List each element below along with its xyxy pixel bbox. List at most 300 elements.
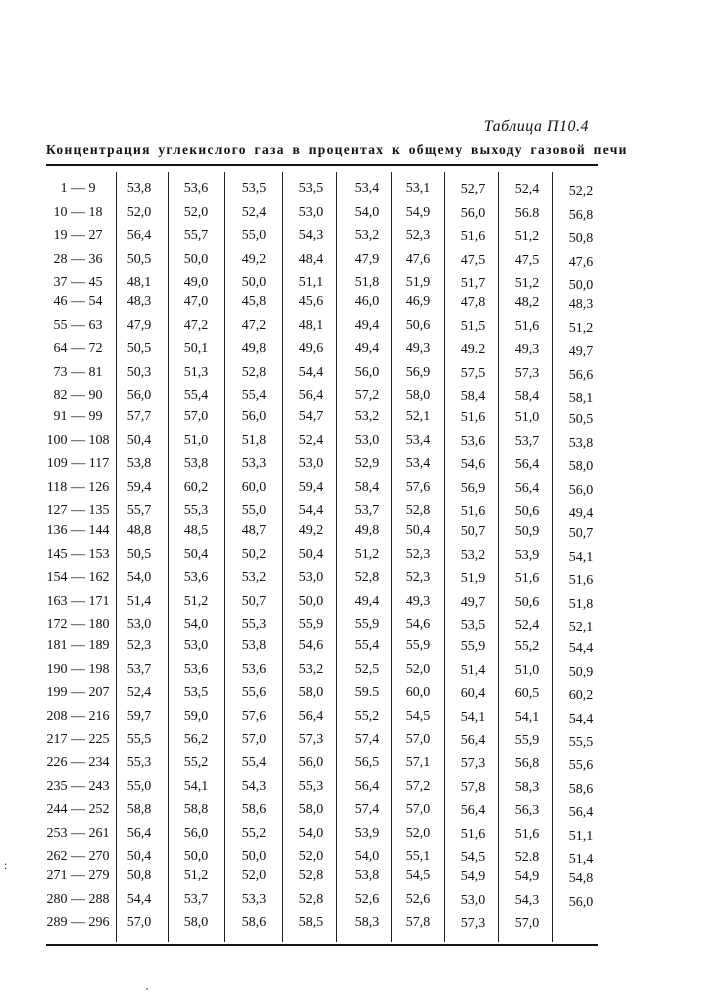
row-label: 28 — 36 — [53, 251, 103, 267]
table-cell: 57,0 — [405, 732, 431, 747]
table-cell: 51,8 — [568, 596, 594, 612]
table-cell: 50,0 — [241, 849, 267, 864]
row-label: 226 — 234 — [46, 755, 110, 770]
table-cell: 53,7 — [354, 503, 380, 518]
table-cell: 57,0 — [514, 916, 540, 931]
table-cell: 56,0 — [241, 409, 267, 424]
table-cell: 51,8 — [241, 432, 267, 448]
row-label: 244 — 252 — [46, 802, 110, 817]
table-cell: 54,1 — [514, 709, 540, 725]
row-label: 172 — 180 — [46, 617, 110, 632]
table-cell: 53,7 — [514, 433, 540, 449]
table-cell: 57,0 — [126, 915, 152, 930]
table-cell: 56,0 — [354, 364, 380, 380]
table-cell: 55,0 — [241, 503, 267, 518]
table-cell: 48,1 — [126, 275, 152, 290]
table-cell: 55,6 — [241, 685, 267, 700]
table-cell: 50,0 — [183, 849, 209, 864]
table-cell: 58,4 — [514, 389, 540, 404]
table-caption: Таблица П10.4 — [483, 118, 589, 135]
table-cell: 50,9 — [568, 664, 594, 680]
table-cell: 53,2 — [298, 661, 324, 677]
table-cell: 53,2 — [354, 409, 380, 424]
table-cell: 57,3 — [514, 365, 540, 381]
table-cell: 51,4 — [126, 593, 152, 609]
table-cell: 58,6 — [241, 802, 267, 817]
table-cell: 55,4 — [241, 388, 267, 403]
table-cell: 50,4 — [126, 849, 152, 864]
table-cell: 56,8 — [568, 207, 594, 223]
table-cell: 53,5 — [241, 181, 267, 196]
table-cell: 50,5 — [126, 341, 152, 356]
table-cell: 54,6 — [298, 638, 324, 653]
table-cell: 51,6 — [460, 504, 486, 519]
table-cell: 47,9 — [354, 251, 380, 267]
table-cell: 53,3 — [241, 456, 267, 471]
table-cell: 54,7 — [298, 409, 324, 424]
table-cell: 56,6 — [568, 367, 594, 383]
row-label: 118 — 126 — [46, 479, 110, 495]
table-cell: 54,9 — [514, 869, 540, 884]
table-cell: 49,2 — [298, 523, 324, 538]
table-cell: 55,7 — [126, 503, 152, 518]
table-cell: 49,4 — [354, 593, 380, 609]
table-cell: 56,0 — [460, 205, 486, 221]
table-cell: 49,7 — [568, 344, 594, 359]
table-cell: 58,4 — [354, 479, 380, 495]
table-cell: 51,4 — [460, 662, 486, 678]
row-label: 163 — 171 — [46, 593, 110, 609]
table-cell: 51,1 — [568, 828, 594, 844]
table-cell: 52,4 — [514, 182, 540, 197]
row-label: 271 — 279 — [46, 868, 110, 883]
table-cell: 47,9 — [126, 317, 152, 333]
table-cell: 56,4 — [354, 778, 380, 794]
table-cell: 60,0 — [241, 479, 267, 495]
table-cell: 55,2 — [354, 708, 380, 724]
table-cell: 56,0 — [126, 388, 152, 403]
table-cell: 54,5 — [460, 850, 486, 865]
table-cell: 56,4 — [514, 480, 540, 496]
table-cell: 51,2 — [183, 868, 209, 883]
table-cell: 55,9 — [460, 639, 486, 654]
table-cell: 51,6 — [568, 573, 594, 588]
row-label: 154 — 162 — [46, 570, 110, 585]
table-cell: 55,9 — [405, 638, 431, 653]
table-cell: 57,5 — [460, 365, 486, 381]
table-cell: 54,1 — [460, 709, 486, 725]
table-cell: 58,0 — [298, 685, 324, 700]
table-cell: 54,9 — [460, 869, 486, 884]
table-cell: 50,2 — [241, 546, 267, 562]
table-cell: 57,4 — [354, 802, 380, 817]
table-cell: 50,6 — [405, 317, 431, 333]
table-cell: 59,4 — [126, 479, 152, 495]
table-cell: 47,2 — [183, 317, 209, 333]
table-cell: 54,3 — [514, 892, 540, 908]
table-cell: 51,0 — [514, 662, 540, 678]
table-title: Концентрация углекислого газа в процентах к общему выходу газовой печи — [46, 142, 628, 157]
table-cell: 50,5 — [126, 546, 152, 562]
table-cell: 49,4 — [354, 317, 380, 333]
table-cell: 52,1 — [568, 620, 594, 635]
table-cell: 53,8 — [126, 181, 152, 196]
table-cell: 51,8 — [354, 275, 380, 290]
table-cell: 51,7 — [460, 276, 486, 291]
table-cell: 53,8 — [241, 638, 267, 653]
table-cell: 54,0 — [183, 617, 209, 632]
table-cell: 52,0 — [405, 825, 431, 841]
table-cell: 51,2 — [514, 229, 540, 244]
table-cell: 53,0 — [298, 570, 324, 585]
table-cell: 50,4 — [298, 546, 324, 562]
table-cell: 48,1 — [298, 317, 324, 333]
table-cell: 48,7 — [241, 523, 267, 538]
table-cell: 51,2 — [183, 593, 209, 609]
table-cell: 53,8 — [568, 435, 594, 451]
table-cell: 58,6 — [241, 915, 267, 930]
table-cell: 53,6 — [183, 181, 209, 196]
table-cell: 53,0 — [298, 204, 324, 220]
table-cell: 47,6 — [405, 251, 431, 267]
table-cell: 60,2 — [568, 688, 594, 703]
table-cell: 50,7 — [460, 524, 486, 539]
table-cell: 45,6 — [298, 294, 324, 309]
table-cell: 54,4 — [298, 364, 324, 380]
table-cell: 53,4 — [405, 456, 431, 471]
row-label: 82 — 90 — [53, 388, 103, 403]
table-cell: 53,8 — [126, 456, 152, 471]
row-label: 199 — 207 — [46, 685, 110, 700]
table-cell: 54,0 — [126, 570, 152, 585]
table-cell: 52,0 — [241, 868, 267, 883]
table-cell: 57,0 — [183, 409, 209, 424]
table-cell: 56,4 — [298, 708, 324, 724]
table-cell: 48,3 — [568, 297, 594, 312]
table-cell: 50,4 — [183, 546, 209, 562]
table-cell: 50,6 — [514, 504, 540, 519]
row-label: 73 — 81 — [53, 364, 103, 380]
table-cell: 56,4 — [460, 733, 486, 748]
row-label: 37 — 45 — [53, 275, 103, 290]
table-cell: 50,6 — [514, 594, 540, 610]
table-cell: 56,0 — [568, 482, 594, 498]
table-cell: 52,8 — [354, 570, 380, 585]
row-label: 100 — 108 — [46, 432, 110, 448]
table-cell: 53,4 — [405, 432, 431, 448]
bottom-rule — [46, 944, 598, 946]
table-cell: 49,7 — [460, 594, 486, 610]
table-cell: 51,2 — [514, 276, 540, 291]
table-cell: 50,7 — [568, 526, 594, 541]
table-cell: 47,5 — [514, 252, 540, 268]
table-cell: 54,3 — [241, 778, 267, 794]
table-cell: 54,8 — [568, 871, 594, 886]
table-cell: 49.2 — [460, 342, 486, 357]
table-cell: 46,9 — [405, 294, 431, 309]
table-cell: 49,0 — [183, 275, 209, 290]
table-cell: 52,4 — [298, 432, 324, 448]
table-cell: 49,4 — [568, 506, 594, 521]
table-cell: 50,0 — [568, 278, 594, 293]
table-cell: 57,8 — [405, 915, 431, 930]
table-cell: 53,0 — [126, 617, 152, 632]
table-cell: 59.5 — [354, 685, 380, 700]
table-cell: 58,6 — [568, 781, 594, 797]
table-cell: 52,2 — [568, 184, 594, 199]
table-cell: 52,4 — [126, 685, 152, 700]
table-cell: 52,8 — [405, 503, 431, 518]
row-label: 136 — 144 — [46, 523, 110, 538]
table-cell: 56,4 — [568, 805, 594, 820]
table-cell: 53,9 — [354, 825, 380, 841]
table-cell: 53,9 — [514, 547, 540, 563]
table-cell: 50,8 — [126, 868, 152, 883]
row-label: 127 — 135 — [46, 503, 110, 518]
table-cell: 55,0 — [126, 778, 152, 794]
table-cell: 57,6 — [241, 708, 267, 724]
table-cell: 58,8 — [126, 802, 152, 817]
table-cell: 50,0 — [241, 275, 267, 290]
table-cell: 57,8 — [460, 779, 486, 795]
table-cell: 58,8 — [183, 802, 209, 817]
table-cell: 54,4 — [568, 641, 594, 656]
table-cell: 54,4 — [298, 503, 324, 518]
table-cell: 57,7 — [126, 409, 152, 424]
table-cell: 49,3 — [514, 342, 540, 357]
table-cell: 52,8 — [298, 868, 324, 883]
table-cell: 58,3 — [354, 915, 380, 930]
row-label: 280 — 288 — [46, 891, 110, 907]
table-cell: 50,3 — [126, 364, 152, 380]
table-cell: 53,4 — [354, 181, 380, 196]
table-cell: 52,0 — [298, 849, 324, 864]
table-cell: 57,2 — [354, 388, 380, 403]
table-cell: 52,8 — [298, 891, 324, 907]
table-cell: 55,2 — [183, 755, 209, 770]
margin-mark: : — [4, 858, 8, 872]
row-label: 46 — 54 — [53, 294, 103, 309]
table-cell: 50,7 — [241, 593, 267, 609]
row-label: 181 — 189 — [46, 638, 110, 653]
table-cell: 47,2 — [241, 317, 267, 333]
table-cell: 51,9 — [460, 571, 486, 586]
table-cell: 54,3 — [298, 228, 324, 243]
row-label: 1 — 9 — [60, 181, 96, 196]
row-label: 10 — 18 — [53, 204, 103, 220]
table-cell: 57,3 — [298, 732, 324, 747]
table-cell: 56,4 — [126, 825, 152, 841]
table-cell: 53,0 — [460, 892, 486, 908]
table-cell: 58,1 — [568, 391, 594, 406]
table-cell: 53,8 — [183, 456, 209, 471]
table-cell: 53,0 — [298, 456, 324, 471]
table-cell: 58,5 — [298, 915, 324, 930]
table-cell: 55,2 — [514, 639, 540, 654]
table-cell: 51,6 — [460, 410, 486, 425]
row-label: 145 — 153 — [46, 546, 110, 562]
row-label: 55 — 63 — [53, 317, 103, 333]
table-cell: 52,3 — [405, 228, 431, 243]
row-label: 190 — 198 — [46, 661, 110, 677]
table-cell: 53,6 — [183, 661, 209, 677]
table-cell: 53,7 — [183, 891, 209, 907]
table-cell: 54,6 — [405, 617, 431, 632]
table-cell: 54,5 — [405, 868, 431, 883]
table-cell: 51,6 — [460, 826, 486, 842]
table-cell: 53,3 — [241, 891, 267, 907]
table-cell: 48,8 — [126, 523, 152, 538]
table-cell: 53,6 — [183, 570, 209, 585]
table-cell: 59,0 — [183, 708, 209, 724]
table-cell: 55,5 — [568, 735, 594, 750]
table-cell: 52,6 — [405, 891, 431, 907]
table-cell: 53,2 — [354, 228, 380, 243]
table-cell: 55,9 — [514, 733, 540, 748]
table-cell: 56,4 — [126, 228, 152, 243]
table-cell: 49,6 — [298, 341, 324, 356]
table-cell: 55,6 — [568, 758, 594, 773]
table-cell: 53,6 — [460, 433, 486, 449]
row-label: 217 — 225 — [46, 732, 110, 747]
table-cell: 55,2 — [241, 825, 267, 841]
table-cell: 51,0 — [514, 410, 540, 425]
table-cell: 57,2 — [405, 778, 431, 794]
table-cell: 52,0 — [405, 661, 431, 677]
table-cell: 52,6 — [354, 891, 380, 907]
table-cell: 52,0 — [183, 204, 209, 220]
table-cell: 60,5 — [514, 686, 540, 701]
table-cell: 55,3 — [241, 617, 267, 632]
table-cell: 49,4 — [354, 341, 380, 356]
table-cell: 55,7 — [183, 228, 209, 243]
table-cell: 56.8 — [514, 205, 540, 221]
table-cell: 45,8 — [241, 294, 267, 309]
table-cell: 51,4 — [568, 852, 594, 867]
table-cell: 50,9 — [514, 524, 540, 539]
table-cell: 57,1 — [405, 755, 431, 770]
table-cell: 55,4 — [241, 755, 267, 770]
table-cell: 54,9 — [405, 204, 431, 220]
table-cell: 49,8 — [354, 523, 380, 538]
table-cell: 56,0 — [183, 825, 209, 841]
column-separator — [282, 172, 283, 942]
table-cell: 50,4 — [126, 432, 152, 448]
table-cell: 52,5 — [354, 661, 380, 677]
table-cell: 56,0 — [568, 894, 594, 910]
table-cell: 56,5 — [354, 755, 380, 770]
table-cell: 56,9 — [405, 364, 431, 380]
table-cell: 57,0 — [241, 732, 267, 747]
table-cell: 52.8 — [514, 850, 540, 865]
table-cell: 48,4 — [298, 251, 324, 267]
table-cell: 54,5 — [405, 708, 431, 724]
table-cell: 53,5 — [298, 181, 324, 196]
table-cell: 53,5 — [460, 618, 486, 633]
table-cell: 50,4 — [405, 523, 431, 538]
table-cell: 59,4 — [298, 479, 324, 495]
table-cell: 51,6 — [514, 826, 540, 842]
table-cell: 47,5 — [460, 252, 486, 268]
table-cell: 51,1 — [298, 275, 324, 290]
table-cell: 53,0 — [183, 638, 209, 653]
table-cell: 51,2 — [568, 320, 594, 336]
table-cell: 47,8 — [460, 295, 486, 310]
speck — [146, 988, 148, 990]
row-label: 109 — 117 — [46, 456, 110, 471]
table-cell: 51,3 — [183, 364, 209, 380]
table-cell: 58,0 — [568, 459, 594, 474]
table-cell: 56,0 — [298, 755, 324, 770]
row-label: 235 — 243 — [46, 778, 110, 794]
table-cell: 53,0 — [354, 432, 380, 448]
row-label: 64 — 72 — [53, 341, 103, 356]
table-cell: 56,3 — [514, 803, 540, 818]
table-cell: 56,4 — [298, 388, 324, 403]
table-cell: 54,0 — [298, 825, 324, 841]
table-cell: 55,9 — [354, 617, 380, 632]
table-cell: 53,8 — [354, 868, 380, 883]
table-cell: 50,5 — [568, 412, 594, 427]
table-cell: 58,4 — [460, 389, 486, 404]
table-cell: 48,3 — [126, 294, 152, 309]
row-label: 19 — 27 — [53, 228, 103, 243]
table-cell: 60,2 — [183, 479, 209, 495]
table-cell: 49,3 — [405, 593, 431, 609]
row-label: 262 — 270 — [46, 849, 110, 864]
table-cell: 57,3 — [460, 756, 486, 771]
table-cell: 51,6 — [460, 229, 486, 244]
table-cell: 53,2 — [460, 547, 486, 563]
table-cell: 52,0 — [126, 204, 152, 220]
table-cell: 54,4 — [568, 711, 594, 727]
table-cell: 60,0 — [405, 685, 431, 700]
table-cell: 55,3 — [298, 778, 324, 794]
table-cell: 57,0 — [405, 802, 431, 817]
table-cell: 53,1 — [405, 181, 431, 196]
column-separator — [224, 172, 225, 942]
table-cell: 56,4 — [460, 803, 486, 818]
table-cell: 58,3 — [514, 779, 540, 795]
top-rule — [46, 164, 598, 166]
table-cell: 58,0 — [298, 802, 324, 817]
table-cell: 56,8 — [514, 756, 540, 771]
table-cell: 52,3 — [405, 570, 431, 585]
table-cell: 50,1 — [183, 341, 209, 356]
table-cell: 52,8 — [241, 364, 267, 380]
table-cell: 48,5 — [183, 523, 209, 538]
table-cell: 54,1 — [183, 778, 209, 794]
table-cell: 52,9 — [354, 456, 380, 471]
table-cell: 52,7 — [460, 182, 486, 197]
table-cell: 55,1 — [405, 849, 431, 864]
table-cell: 49,8 — [241, 341, 267, 356]
table-cell: 51,2 — [354, 546, 380, 562]
table-cell: 47,0 — [183, 294, 209, 309]
table-cell: 51,5 — [460, 318, 486, 334]
table-cell: 50,0 — [183, 251, 209, 267]
table-cell: 46,0 — [354, 294, 380, 309]
table-cell: 54,4 — [126, 891, 152, 907]
table-cell: 48,2 — [514, 295, 540, 310]
table-cell: 51,9 — [405, 275, 431, 290]
row-label: 289 — 296 — [46, 915, 110, 930]
table-cell: 58,0 — [183, 915, 209, 930]
table-cell: 53,5 — [183, 685, 209, 700]
table-cell: 53,6 — [241, 661, 267, 677]
table-cell: 49,2 — [241, 251, 267, 267]
table-cell: 56,2 — [183, 732, 209, 747]
